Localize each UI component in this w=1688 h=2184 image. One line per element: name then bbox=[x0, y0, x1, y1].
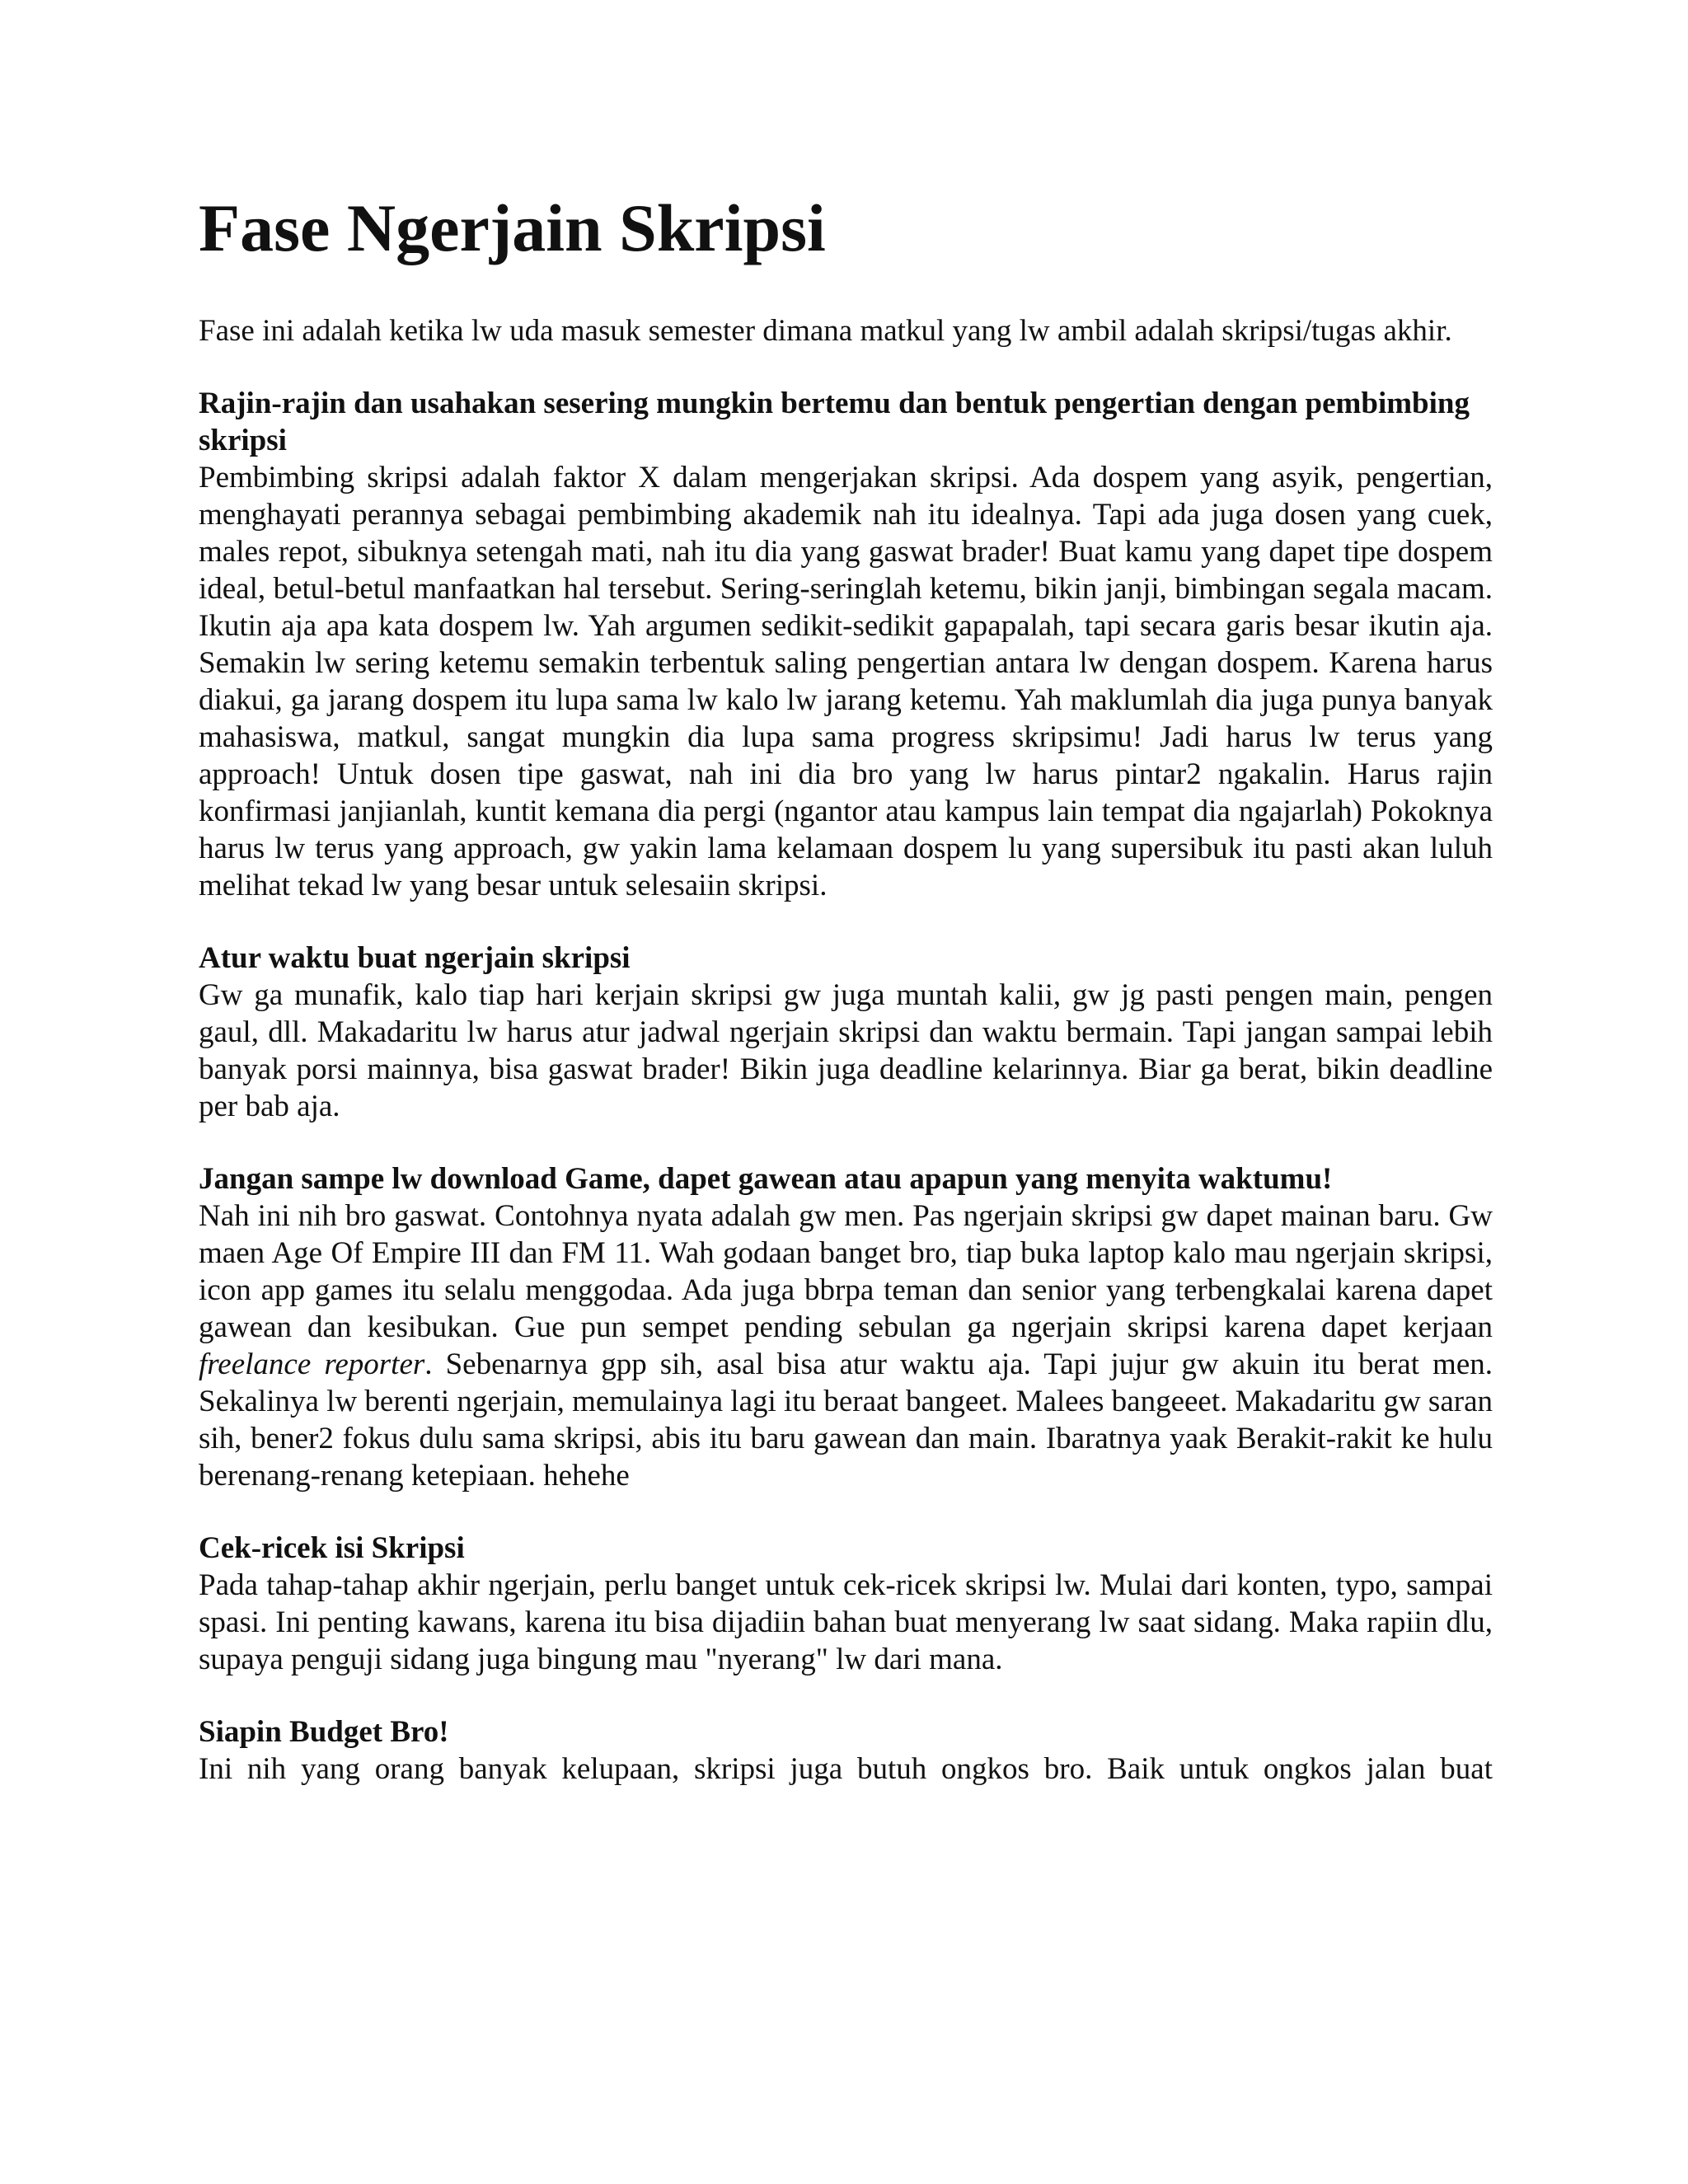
section-body: Gw ga munafik, kalo tiap hari kerjain skripsi gw juga muntah kalii, gw jg pasti pengen main, pengen gaul, dll. Makadaritu lw harus atur jadwal ngerjain skripsi dan waktu bermain. Tapi jangan sampai lebih banyak porsi mainnya, bisa gaswat brader! Bikin juga deadline kelarinnya. Biar ga berat, bikin deadline per bab aja. bbox=[199, 978, 1493, 1124]
section-heading: Jangan sampe lw download Game, dapet gawean atau apapun yang menyita waktumu! bbox=[199, 1162, 1333, 1197]
intro-paragraph: Fase ini adalah ketika lw uda masuk semester dimana matkul yang lw ambil adalah skripsi/tugas akhir. bbox=[199, 314, 1452, 349]
section-body: Pembimbing skripsi adalah faktor X dalam mengerjakan skripsi. Ada dospem yang asyik, pengertian, menghayati perannya sebagai pembimbing akademik nah itu idealnya. Tapi ada juga dosen yang cuek, males repot, sibuknya setengah mati, nah itu dia yang gaswat brader! Buat kamu yang dapet tipe dospem ideal, betul-betul manfaatkan hal tersebut. Sering-seringlah ketemu, bikin janji, bimbingan segala macam. Ikutin aja apa kata dospem lw. Yah argumen sedikit-sedikit gapapalah, tapi secara garis besar ikutin aja. Semakin lw sering ketemu semakin terbentuk saling pengertian antara lw dengan dospem. Karena harus diakui, ga jarang dospem itu lupa sama lw kalo lw jarang ketemu. Yah maklumlah dia juga punya banyak mahasiswa, matkul, sangat mungkin dia lupa sama progress skripsimu! Jadi harus lw terus yang approach! Untuk dosen tipe gaswat, nah ini dia bro yang lw harus pintar2 ngakalin. Harus rajin konfirmasi janjianlah, kuntit kemana dia pergi (ngantor atau kampus lain tempat dia ngajarlah) Pokoknya harus lw terus yang approach, gw yakin lama kelamaan dospem lu yang supersibuk itu pasti akan luluh melihat tekad lw yang besar untuk selesaiin skripsi. bbox=[199, 461, 1493, 903]
section-body bbox=[199, 1197, 1493, 1494]
section-atur-waktu bbox=[199, 940, 1493, 1125]
document-title: Fase Ngerjain Skripsi bbox=[199, 190, 826, 265]
section-body-italic: freelance reporter bbox=[199, 1347, 425, 1382]
section-heading: Siapin Budget Bro! bbox=[199, 1715, 449, 1750]
document-page bbox=[199, 190, 1493, 1788]
section-heading: Atur waktu buat ngerjain skripsi bbox=[199, 941, 631, 976]
section-body-text: Nah ini nih bro gaswat. Contohnya nyata adalah gw men. Pas ngerjain skripsi gw dapet mainan baru. Gw maen Age Of Empire III dan FM 11. Wah godaan banget bro, tiap buka laptop kalo mau ngerjain skripsi, icon app games itu selalu menggodaa. Ada juga bbrpa teman dan senior yang terbengkalai karena dapet gawean dan kesibukan. Gue pun sempet pending sebulan ga ngerjain skripsi karena dapet kerjaan bbox=[199, 1199, 1493, 1345]
section-body: Pada tahap-tahap akhir ngerjain, perlu banget untuk cek-ricek skripsi lw. Mulai dari konten, typo, sampai spasi. Ini penting kawans, karena itu bisa dijadiin bahan buat menyerang lw saat sidang. Maka rapiin dlu, supaya penguji sidang juga bingung mau "nyerang" lw dari mana. bbox=[199, 1568, 1493, 1677]
section-body: Ini nih yang orang banyak kelupaan, skripsi juga butuh ongkos bro. Baik untuk ongkos jalan buat bbox=[199, 1752, 1493, 1787]
section-heading: Cek-ricek isi Skripsi bbox=[199, 1531, 465, 1566]
section-dospem bbox=[199, 385, 1493, 904]
section-body-text: . Sebenarnya gpp sih, asal bisa atur waktu aja. Tapi jujur gw akuin itu berat men. Sekalinya lw berenti ngerjain, memulainya lagi itu beraat bangeet. Malees bangeeet. Makadaritu gw saran sih, bener2 fokus dulu sama skripsi, abis itu baru gawean dan main. Ibaratnya yaak Berakit-rakit ke hulu berenang-renang ketepiaan. hehehe bbox=[199, 1347, 1493, 1493]
section-game bbox=[199, 1160, 1493, 1494]
section-heading: Rajin-rajin dan usahakan sesering mungkin bertemu dan bentuk pengertian dengan pembimbing skripsi bbox=[199, 387, 1470, 458]
section-cek-ricek bbox=[199, 1530, 1493, 1678]
section-budget bbox=[199, 1713, 1493, 1788]
